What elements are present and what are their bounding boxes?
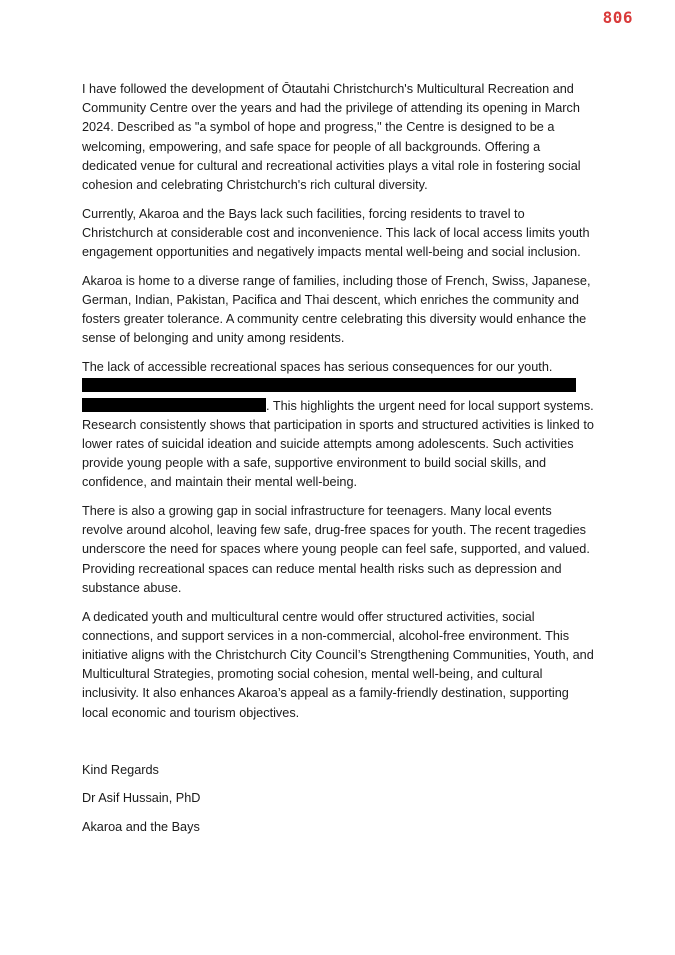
paragraph-3: Akaroa is home to a diverse range of families, including those of French, Swiss, Japanese, German, Indian, Pakistan, Pacifica and Thai descent, which enriches the community and fosters greater tolerance. A community centre celebrating this diversity would enhance the sense of belonging and unity among residents.	[82, 273, 591, 346]
page-number: 806	[602, 8, 633, 27]
salutation: Kind Regards	[82, 763, 159, 777]
signatory-name: Dr Asif Hussain, PhD	[82, 791, 201, 806]
paragraph-6: A dedicated youth and multicultural centre would offer structured activities, social connections, and support services in a non-commercial, alcohol-free environment. This initiative aligns with the Christchurch City Council’s Strengthening Communities, Youth, and Multicultural Strategies, promoting social cohesion, mental well-being, and cultural inclusivity. It also enhances Akaroa’s appeal as a family-friendly destination, supporting local economic and tourism objectives.	[82, 609, 594, 720]
redaction-bar	[82, 398, 266, 412]
paragraph-4	[82, 358, 594, 492]
signatory-location: Akaroa and the Bays	[82, 819, 200, 834]
paragraph-4-start: The lack of accessible recreational spaces has serious consequences for our youth.	[82, 360, 553, 375]
paragraph-2: Currently, Akaroa and the Bays lack such facilities, forcing residents to travel to Christchurch at considerable cost and inconvenience. This lack of local access limits youth engagement opportunities and negatively impacts mental well-being and social inclusion.	[82, 206, 590, 260]
signature-block	[82, 761, 200, 846]
letter-body	[82, 80, 594, 732]
paragraph-5: There is also a growing gap in social infrastructure for teenagers. Many local events revolve around alcohol, leaving few safe, drug-free spaces for youth. The recent tragedies underscore the need for spaces where young people can feel safe, supported, and valued. Providing recreational spaces can reduce mental health risks such as depression and substance abuse.	[82, 504, 590, 595]
paragraph-4-end: . This highlights the urgent need for local support systems. Research consistently shows that participation in sports and structured activities is linked to lower rates of suicidal ideation and suicide attempts among adolescents. Such activities provide young people with a safe, supportive environment to build social skills, and confidence, and maintain their mental well-being.	[82, 398, 594, 490]
paragraph-1: I have followed the development of Ōtautahi Christchurch's Multicultural Recreation and Community Centre over the years and had the privilege of attending its opening in March 2024. Described as "a symbol of hope and progress," the Centre is designed to be a welcoming, empowering, and safe space for people of all backgrounds. Offering a dedicated venue for cultural and recreational activities plays a vital role in fostering social cohesion and celebrating Christchurch's rich cultural diversity.	[82, 82, 581, 193]
redaction-bar	[82, 378, 576, 392]
